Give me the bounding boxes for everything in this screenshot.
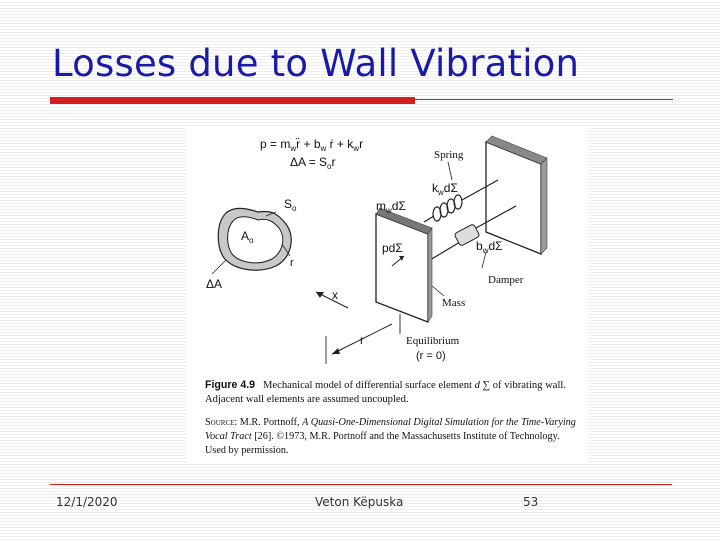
spring-leader (448, 162, 452, 180)
label-kw: $k_wd\Sigma$ (432, 181, 458, 197)
fixed-wall (486, 136, 547, 254)
caption-of: of (492, 380, 502, 391)
footer-date: 12/1/2020 (56, 495, 118, 509)
footer-author: Veton Këpuska (315, 495, 404, 509)
label-equilibrium: Equilibrium (406, 335, 460, 347)
equation-area: $\Delta A = S_or$ (290, 155, 336, 171)
caption-text-2: vibrating wall. Adjacent wall elements are assumed uncoupled. (205, 380, 567, 405)
title-underline-thin (415, 99, 673, 100)
source-rest: [26]. ©1973, M.R. Portnoff and the Massachusetts Institute of Technology. Used by permission. (205, 431, 560, 456)
label-delta-a: ΔA (206, 277, 223, 291)
caption-text: Mechanical model of differential surface element (263, 380, 472, 391)
label-r-zero: (r = 0) (416, 350, 446, 362)
label-bw: $b_wd\Sigma$ (476, 239, 503, 255)
title-underline-thick (50, 97, 415, 104)
label-pdsigma: pdΣ (382, 241, 403, 255)
label-r-small: r (290, 257, 294, 269)
label-ao: $A_o$ (241, 229, 254, 245)
mechanical-model-diagram (186, 128, 587, 378)
figure-caption (205, 378, 577, 458)
da-leader (212, 260, 226, 274)
footer-rule (50, 484, 672, 485)
label-mw: $m_wd\Sigma$ (376, 199, 406, 215)
label-spring: Spring (434, 149, 464, 161)
label-r: r (360, 333, 364, 347)
label-damper: Damper (488, 274, 524, 286)
mass-plate (376, 208, 432, 322)
caption-symbol: d ∑ (474, 380, 491, 391)
r-arrowhead (332, 348, 340, 354)
equation-pressure: $p = m_wr̈ + b_w$ ṙ + $k_wr$ (260, 137, 364, 153)
source-author: M.R. Portnoff, (239, 417, 300, 428)
mass-leader (432, 286, 444, 296)
source-title: A Quasi-One-Dimensional Digital Simulation for the Time-Varying Vocal Tract (205, 417, 576, 442)
label-mass: Mass (442, 297, 466, 309)
tube-cross-section (218, 208, 291, 270)
label-so: $S_o$ (284, 197, 297, 213)
label-x: x (332, 288, 338, 302)
slide-title: Losses due to Wall Vibration (52, 42, 580, 85)
figure-panel (186, 128, 587, 463)
figure-source (205, 416, 577, 458)
footer-page-number: 53 (523, 495, 539, 509)
source-label: Source: (205, 417, 238, 428)
caption-label: Figure 4.9 (205, 379, 256, 391)
